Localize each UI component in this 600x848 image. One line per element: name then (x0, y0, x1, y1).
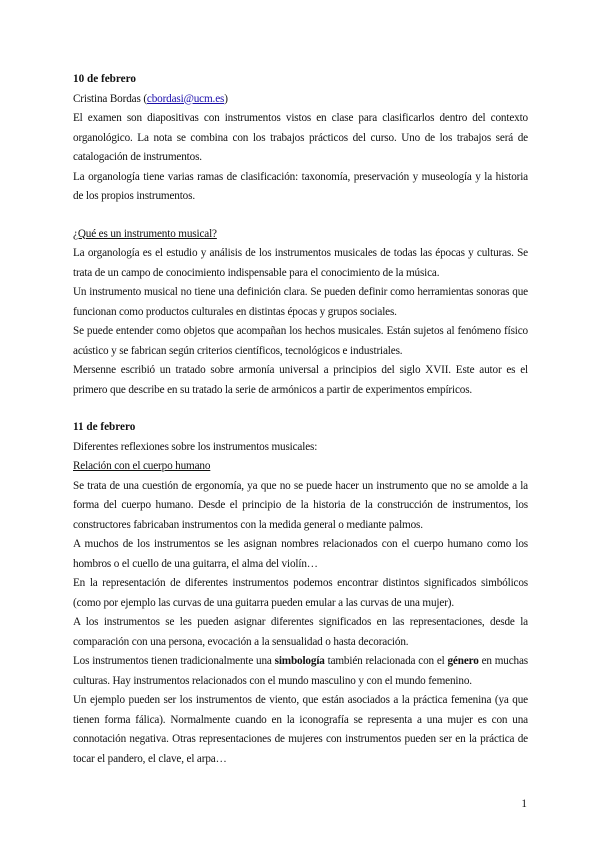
gender-text-3: en muchas culturas. Hay instrumentos relacionados con el mundo masculino y con el mundo femenino. (73, 655, 528, 687)
page-number: 1 (521, 798, 527, 810)
paragraph-reflections: Diferentes reflexiones sobre los instrumentos musicales: (73, 440, 318, 453)
author-name: Cristina Bordas ( (73, 92, 147, 105)
paragraph-symbolic: En la representación de diferentes instrumentos podemos encontrar distintos significados simbólicos (como por ejemplo las curvas de una guitarra pueden emular a las curvas de una mujer). (73, 577, 528, 609)
date-heading-1: 10 de febrero (73, 73, 136, 85)
term-gender: género (447, 655, 479, 667)
paragraph-exam: El examen son diapositivas con instrumentos vistos en clase para clasificarlos dentro del contexto organológico. La nota se combina con los trabajos prácticos del curso. Uno de los trabajos será de catalogación de instrumentos. (73, 112, 528, 163)
paragraph-ergonomics: Se trata de una cuestión de ergonomía, ya que no se puede hacer un instrumento que no se amolde a la forma del cuerpo humano. Desde el principio de la historia de la construcción de instrumentos, los constructores fabricaban instrumentos con la medida general o mediante palmos. (73, 479, 528, 531)
author-close: ) (224, 92, 228, 105)
paragraph-wind-instruments: Un ejemplo pueden ser los instrumentos de viento, que están asociados a la práctica femenina (ya que tienen forma fálica). Normalmente cuando en la iconografía se representa a una mujer es con una connotación negativa. Otras representaciones de mujeres con instrumentos pueden ser en la práctica de tocar el pandero, el clave, el arpa… (73, 694, 528, 765)
paragraph-gender (73, 652, 528, 691)
paragraph-branches: La organología tiene varias ramas de clasificación: taxonomía, preservación y museología y la historia de los propios instrumentos. (73, 170, 528, 202)
author-email-link[interactable]: cbordasi@ucm.es (146, 92, 225, 105)
section-heading-body: Relación con el cuerpo humano (73, 460, 211, 472)
paragraph-definition: Un instrumento musical no tiene una definición clara. Se pueden definir como herramientas sonoras que funcionan como productos culturales en distintas épocas y grupos sociales. (73, 286, 528, 318)
term-symbology: simbología (274, 655, 325, 667)
author-line (73, 90, 528, 110)
gender-text-1: Los instrumentos tienen tradicionalmente una (73, 655, 275, 667)
gender-text-2: también relacionada con el (324, 655, 448, 667)
paragraph-mersenne: Mersenne escribió un tratado sobre armonía universal a principios del siglo XVII. Este autor es el primero que describe en su tratado la serie de armónicos a partir de experimentos empíricos. (73, 364, 528, 396)
date-heading-2: 11 de febrero (73, 421, 136, 433)
paragraph-objects: Se puede entender como objetos que acompañan los hechos musicales. Están sujetos al fenómeno físico acústico y se fabrican según criterios científicos, tecnológicos e industriales. (73, 325, 528, 357)
paragraph-organology: La organología es el estudio y análisis de los instrumentos musicales de todas las épocas y culturas. Se trata de un campo de conocimiento indispensable para el conocimiento de la música. (73, 247, 528, 279)
paragraph-body-names: A muchos de los instrumentos se les asignan nombres relacionados con el cuerpo humano como los hombros o el cuello de una guitarra, el alma del violín… (73, 538, 528, 570)
paragraph-meanings: A los instrumentos se les pueden asignar diferentes significados en las representaciones, desde la comparación con una persona, evocación a la sensualidad o hasta decoración. (73, 616, 528, 648)
section-heading-instrument: ¿Qué es un instrumento musical? (73, 227, 217, 240)
document-page (73, 70, 528, 769)
